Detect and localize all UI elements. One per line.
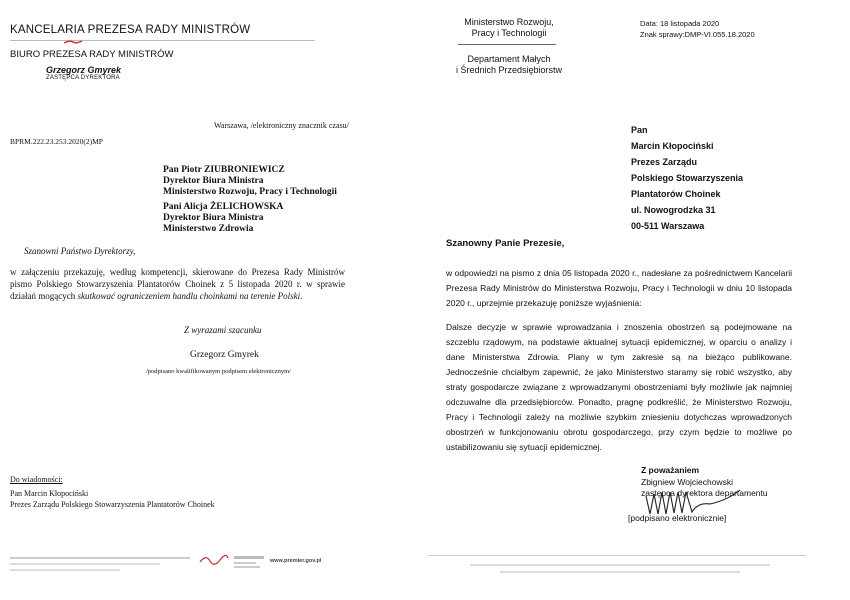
signature-name: Grzegorz Gmyrek: [190, 350, 259, 360]
recipient-line: Polskiego Stowarzyszenia: [631, 173, 744, 183]
paragraph-2: Dalsze decyzje w sprawie wprowadzania i znoszenia obostrzeń są podejmowane na szczeblu rządowym, na podstawie aktualnej sytuacji epidemicznej, w oparciu o analizy i dane Ministerstwa Zdrowia. Plany w tym zakresie są na bieżąco publikowane. Jednocześnie chciałbym zapewnić, że jako Ministerstwo staramy się robić wszystko, aby straty gospodarcze związane z wprowadzanymi obostrzeniami były możliwie jak najmniej odczuwalne dla przedsiębiorców. Ponadto, pragnę podkreślić, że Ministerstwo Rozwoju, Pracy i Technologii zależy na możliwie szybkim zniesieniu dotychczas wprowadzonych obostrzeń w funkcjonowaniu obrotu gospodarczego, przy czym będzie to możliwe po ustabilizowaniu się sytuacji epidemicznej.: [446, 322, 792, 452]
recipient-line: 00-511 Warszawa: [631, 221, 705, 231]
addressee-line: Pani Alicja ŻELICHOWSKA: [163, 202, 284, 212]
cc-label: Do wiadomości:: [10, 475, 63, 484]
addressee-line: Pan Piotr ZIUBRONIEWICZ: [163, 165, 285, 175]
recipient-line: Marcin Kłopociński: [631, 141, 714, 151]
department-line: i Średnich Przedsiębiorstw: [455, 65, 563, 75]
body-text: w załączeniu przekazuję, według kompetencji, skierowane do Prezesa Rady Ministrów pismo Polskiego Stowarzyszenia Plantatorów Choinek z 5 listopada 2020 r. w sprawie działań mogących: [10, 267, 345, 301]
footer-text-decoration: [470, 563, 770, 575]
addressee-line: Dyrektor Biura Ministra: [163, 176, 264, 186]
department-line: Departament Małych: [467, 54, 551, 64]
ministry-rule: [458, 44, 556, 45]
bureau-header: BIURO PREZESA RADY MINISTRÓW: [10, 49, 174, 60]
cc-list: [10, 488, 215, 510]
reference-number: BPRM.222.23.253.2020(2)MP: [10, 137, 103, 146]
signer-name-right: Zbigniew Wojciechowski: [641, 477, 733, 487]
closing: Z wyrazami szacunku: [184, 325, 262, 335]
footer-decoration: [10, 556, 195, 574]
footer-emblem-icon: [234, 556, 264, 570]
addressee-line: Ministerstwo Rozwoju, Pracy i Technologii: [163, 187, 337, 197]
salutation-right: Szanowny Panie Prezesie,: [446, 238, 565, 249]
footer-logo-icon: [198, 552, 230, 568]
ministry-line: Pracy i Technologii: [471, 28, 547, 38]
footer-rule-right: [428, 555, 806, 556]
letter-meta: [640, 18, 755, 40]
cc-line: Pan Marcin Kłopociński: [10, 489, 89, 498]
recipient-line: ul. Nowogrodzka 31: [631, 205, 716, 215]
org-header: KANCELARIA PREZESA RADY MINISTRÓW: [10, 24, 251, 36]
ministry-name: [453, 17, 565, 39]
recipient-line: Prezes Zarządu: [631, 157, 698, 167]
ministry-line: Ministerstwo Rozwoju,: [464, 17, 554, 27]
cc-line: Prezes Zarządu Polskiego Stowarzyszenia Plantatorów Choinek: [10, 500, 215, 509]
case-reference: Znak sprawy:DMP-VI.055.18.2020: [640, 30, 755, 39]
addressee-line: Ministerstwo Zdrowia: [163, 224, 254, 234]
recipient-line: Pan: [631, 125, 648, 135]
signer-role-right: zastępca dyrektora departamentu: [641, 488, 768, 498]
header-rule: [10, 40, 315, 41]
addressee-line: Dyrektor Biura Ministra: [163, 213, 264, 223]
header-signer-name: Grzegorz Gmyrek: [46, 65, 122, 75]
paragraph-1: w odpowiedzi na pismo z dnia 05 listopada 2020 r., nadesłane za pośrednictwem Kancelarii Prezesa Rady Ministrów do Ministerstwa Rozwoju, Pracy i Technologii w dniu 10 listopada 2020 r., uprzejmie przekazuję poniższe wyjaśnienia:: [446, 268, 792, 308]
signed-note: /podpisano kwalifikowanym podpisem elektronicznym/: [146, 368, 291, 375]
addressee-block-2: [163, 202, 283, 235]
recipient-block: [631, 122, 743, 234]
body-italic-text: skutkować ograniczeniem handlu choinkami na terenie Polski: [77, 291, 301, 301]
department-name: [448, 54, 570, 76]
header-signer-title: ZASTĘPCA DYREKTORA: [46, 75, 120, 81]
flag-icon: [64, 40, 82, 44]
body-end: .: [300, 291, 303, 301]
signed-note-right: [podpisano elektronicznie]: [628, 513, 727, 523]
addressee-block-1: [163, 165, 337, 198]
handwritten-signature: [640, 478, 745, 518]
footer-url[interactable]: www.premier.gov.pl: [270, 558, 322, 564]
letter-date: Data: 18 listopada 2020: [640, 19, 720, 28]
body-paragraph: [10, 266, 345, 302]
recipient-line: Plantatorów Choinek: [631, 189, 721, 199]
place-date: Warszawa, /elektroniczny znacznik czasu/: [214, 121, 349, 130]
closing-right: Z poważaniem: [641, 465, 700, 475]
salutation: Szanowni Państwo Dyrektorzy,: [24, 246, 136, 256]
